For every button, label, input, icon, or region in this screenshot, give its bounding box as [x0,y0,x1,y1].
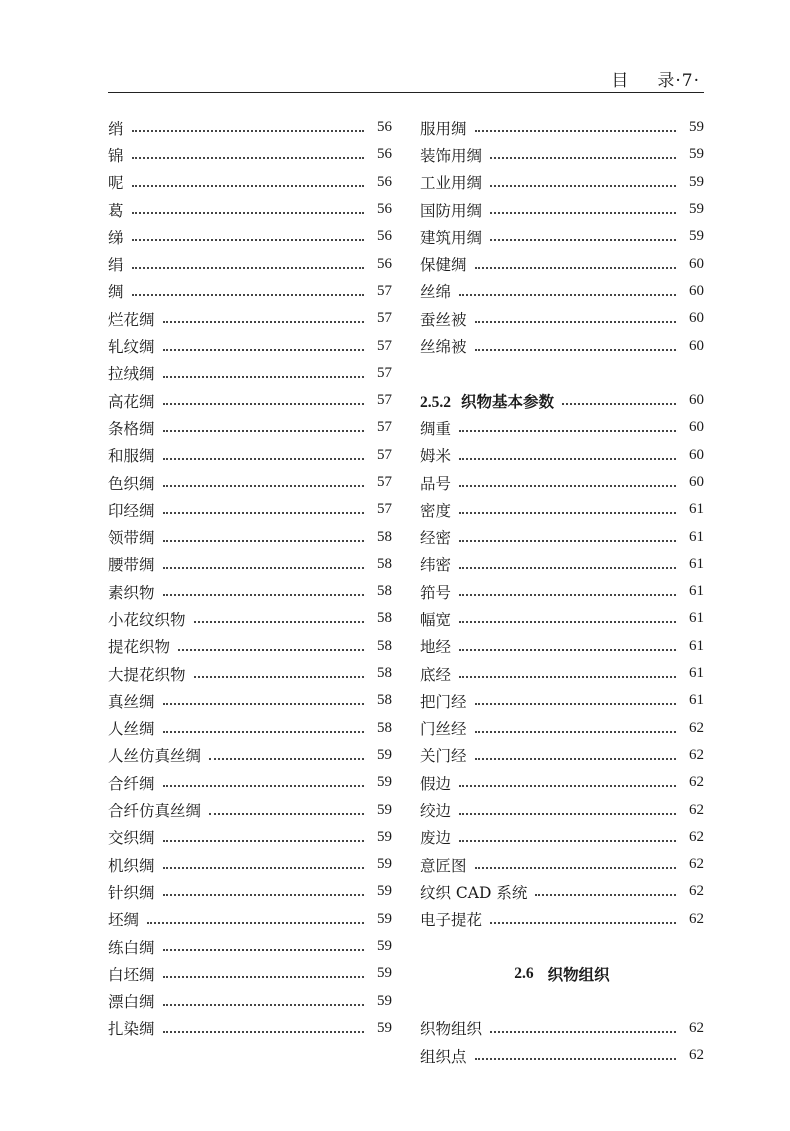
dot-leader [194,620,364,623]
toc-section-2-5-2[interactable] [420,387,704,414]
dot-leader [490,238,676,241]
toc-page: 57 [377,337,392,354]
toc-entry[interactable] [108,660,392,687]
toc-term: 地经 [420,638,452,657]
toc-entry[interactable] [108,551,392,578]
toc-entry[interactable] [420,1015,704,1042]
toc-page: 62 [689,828,704,845]
toc-term: 蚕丝被 [420,310,467,329]
toc-term: 扎染绸 [108,1020,155,1039]
toc-entry[interactable] [108,223,392,250]
toc-page: 59 [689,228,704,245]
toc-term: 白坯绸 [108,965,155,984]
toc-page: 56 [377,255,392,272]
toc-page: 57 [377,392,392,409]
toc-right-column [420,114,704,1069]
toc-page: 61 [689,501,704,518]
toc-entry[interactable] [420,715,704,742]
toc-term: 坯绸 [108,911,140,930]
toc-term: 高花绸 [108,392,155,411]
toc-term: 密度 [420,501,452,520]
toc-term: 底经 [420,665,452,684]
toc-entry[interactable] [108,523,392,550]
toc-entry[interactable] [420,141,704,168]
toc-term: 门丝经 [420,720,467,739]
toc-page: 58 [377,610,392,627]
dot-leader [163,375,364,378]
toc-entry[interactable] [108,906,392,933]
toc-entry[interactable] [420,906,704,933]
dot-leader [459,539,676,542]
toc-page: 61 [689,555,704,572]
toc-entry[interactable] [108,796,392,823]
toc-page: 56 [377,228,392,245]
toc-page: 58 [377,692,392,709]
dot-leader [490,184,676,187]
dot-leader [209,812,364,815]
toc-page: 56 [377,173,392,190]
toc-page: 61 [689,528,704,545]
section-heading-2-6 [420,960,704,987]
dot-leader [209,757,364,760]
toc-page: 60 [689,392,704,409]
header-title [611,66,700,91]
dot-leader [163,730,364,733]
toc-term: 绨 [108,228,124,247]
toc-term: 服用绸 [420,119,467,138]
dot-leader [132,129,364,132]
dot-leader [475,320,676,323]
toc-page: 62 [689,1019,704,1036]
toc-page: 59 [377,992,392,1009]
dot-leader [178,648,364,651]
toc-term: 废边 [420,829,452,848]
toc-page: 57 [377,446,392,463]
dot-leader [163,1030,364,1033]
toc-entry[interactable] [108,442,392,469]
toc-entry[interactable] [108,278,392,305]
toc-entry[interactable] [420,305,704,332]
toc-term: 葛 [108,201,124,220]
dot-leader [475,757,676,760]
toc-term: 条格绸 [108,419,155,438]
toc-entry[interactable] [420,196,704,223]
dot-leader [562,402,676,405]
toc-entry[interactable] [420,633,704,660]
toc-page: 58 [377,583,392,600]
dot-leader [163,1003,364,1006]
toc-page: 62 [689,910,704,927]
toc-page: 60 [689,419,704,436]
toc-entry[interactable] [108,1015,392,1042]
toc-term: 绞边 [420,802,452,821]
dot-leader [163,402,364,405]
toc-page: 58 [377,637,392,654]
toc-entry[interactable] [108,414,392,441]
dot-leader [459,839,676,842]
dot-leader [459,566,676,569]
dot-leader [475,702,676,705]
dot-leader [147,921,364,924]
dot-leader [163,593,364,596]
dot-leader [132,238,364,241]
dot-leader [163,539,364,542]
toc-entry[interactable] [420,769,704,796]
toc-page: 60 [689,310,704,327]
toc-term: 合纤仿真丝绸 [108,802,202,821]
toc-page: 58 [377,665,392,682]
dot-leader [163,348,364,351]
toc-page: 59 [377,883,392,900]
toc-entry[interactable] [420,605,704,632]
toc-term: 绢 [108,256,124,275]
toc-page: 61 [689,637,704,654]
toc-page: 59 [689,119,704,136]
toc-page: 62 [689,1047,704,1064]
toc-term: 锦 [108,146,124,165]
toc-term: 呢 [108,174,124,193]
dot-leader [132,266,364,269]
toc-page: 62 [689,719,704,736]
toc-term: 把门经 [420,692,467,711]
page-number: ·7· [675,71,700,91]
section-number: 2.6 [514,964,534,982]
toc-entry[interactable] [108,196,392,223]
toc-page: 59 [377,856,392,873]
toc-term: 人丝绸 [108,720,155,739]
toc-entry[interactable] [420,824,704,851]
toc-page: 62 [689,746,704,763]
toc-page: 60 [689,474,704,490]
toc-entry[interactable] [108,878,392,905]
toc-entry[interactable] [108,824,392,851]
toc-entry[interactable] [108,469,392,496]
toc-entry[interactable] [108,633,392,660]
toc-term: 合纤绸 [108,774,155,793]
toc-term: 幅宽 [420,610,452,629]
toc-term: 国防用绸 [420,201,483,220]
toc-entry[interactable] [108,332,392,359]
toc-page: 62 [689,883,704,900]
toc-page: 59 [377,938,392,955]
toc-entry[interactable] [108,305,392,332]
toc-page: 57 [377,474,392,490]
toc-term: 品号 [420,474,452,493]
toc-term: 人丝仿真丝绸 [108,747,202,766]
toc-page: 58 [377,719,392,736]
dot-leader [163,893,364,896]
section-number: 2.5.2 [420,393,451,411]
toc-entry[interactable] [108,851,392,878]
toc-page: 61 [689,583,704,600]
toc-entry[interactable] [108,687,392,714]
toc-page: 60 [689,446,704,463]
toc-page: 59 [377,828,392,845]
toc-term: 丝绵被 [420,338,467,357]
section-spacer [420,988,704,1015]
toc-term: 提花织物 [108,638,171,657]
toc-entry[interactable] [420,523,704,550]
toc-page: 60 [689,282,704,299]
dot-leader [132,211,364,214]
toc-page: 56 [377,119,392,136]
dot-leader [490,211,676,214]
header-title-char-2: 录 [657,71,676,91]
toc-page: 58 [377,555,392,572]
toc-page: 60 [689,337,704,354]
toc-term: 经密 [420,529,452,548]
toc-entry[interactable] [108,250,392,277]
toc-page: 59 [689,173,704,190]
toc-entry[interactable] [108,988,392,1015]
toc-entry[interactable] [108,769,392,796]
toc-term: 练白绸 [108,938,155,957]
toc-entry[interactable] [420,687,704,714]
toc-term: 大提花织物 [108,665,186,684]
dot-leader [475,730,676,733]
toc-page: 59 [377,1019,392,1036]
toc-entry[interactable] [420,1042,704,1069]
toc-term: 烂花绸 [108,310,155,329]
dot-leader [490,1030,676,1033]
dot-leader [459,511,676,514]
toc-entry[interactable] [108,496,392,523]
toc-term: 腰带绸 [108,556,155,575]
toc-entry[interactable] [420,114,704,141]
dot-leader [163,429,364,432]
toc-entry[interactable] [108,141,392,168]
toc-term: 针织绸 [108,883,155,902]
running-header [108,60,704,93]
toc-page: 59 [377,910,392,927]
toc-page: 62 [689,856,704,873]
toc-term: 交织绸 [108,829,155,848]
dot-leader [163,511,364,514]
dot-leader [459,648,676,651]
section-spacer [420,933,704,960]
dot-leader [163,975,364,978]
dot-leader [475,348,676,351]
toc-entry[interactable] [420,551,704,578]
toc-page: 61 [689,610,704,627]
dot-leader [132,156,364,159]
toc-page: 59 [689,201,704,218]
toc-page: 56 [377,201,392,218]
toc-term: 保健绸 [420,256,467,275]
toc-entry[interactable] [108,605,392,632]
dot-leader [163,839,364,842]
toc-term: 漂白绸 [108,993,155,1012]
toc-page: 57 [377,364,392,381]
toc-term: 机织绸 [108,856,155,875]
toc-left-column [108,114,392,1042]
toc-entry[interactable] [420,796,704,823]
section-title: 织物基本参数 [461,391,555,411]
dot-leader [459,457,676,460]
toc-term: 建筑用绸 [420,228,483,247]
toc-term: 电子提花 [420,911,483,930]
toc-page: 60 [689,255,704,272]
dot-leader [475,866,676,869]
toc-entry[interactable] [108,114,392,141]
toc-page: 61 [689,692,704,709]
dot-leader [163,484,364,487]
toc-entry[interactable] [108,169,392,196]
toc-term: 组织点 [420,1047,467,1066]
dot-leader [163,566,364,569]
toc-term: 纬密 [420,556,452,575]
toc-term: 拉绒绸 [108,365,155,384]
section-spacer [420,360,704,387]
section-title: 织物组织 [547,964,610,984]
toc-page: 56 [377,146,392,163]
toc-term: 意匠图 [420,856,467,875]
toc-entry[interactable] [420,578,704,605]
toc-term: 小花纹织物 [108,610,186,629]
toc-entry[interactable] [108,715,392,742]
toc-entry[interactable] [420,742,704,769]
toc-entry[interactable] [108,960,392,987]
toc-page: 57 [377,419,392,436]
toc-entry[interactable] [420,278,704,305]
toc-entry[interactable] [420,332,704,359]
toc-term: 轧纹绸 [108,338,155,357]
dot-leader [163,457,364,460]
toc-page: 62 [689,801,704,818]
dot-leader [194,675,364,678]
dot-leader [535,893,676,896]
toc-entry[interactable] [420,414,704,441]
toc-page: 59 [377,774,392,791]
toc-term: 和服绸 [108,447,155,466]
toc-page: 57 [377,282,392,299]
toc-entry[interactable] [420,660,704,687]
toc-page: 59 [377,965,392,982]
toc-term: 纹织 CAD 系统 [420,883,528,902]
header-title-char-1: 目 [611,71,630,91]
dot-leader [132,293,364,296]
toc-page: 57 [377,310,392,327]
dot-leader [459,812,676,815]
toc-entry[interactable] [108,360,392,387]
toc-entry[interactable] [420,469,704,496]
toc-term: 绸 [108,283,124,302]
toc-term: 关门经 [420,747,467,766]
toc-page: 61 [689,665,704,682]
dot-leader [459,293,676,296]
toc-entry[interactable] [420,223,704,250]
toc-entry[interactable] [108,933,392,960]
dot-leader [490,156,676,159]
toc-entry[interactable] [108,742,392,769]
dot-leader [163,948,364,951]
toc-term: 假边 [420,774,452,793]
dot-leader [459,593,676,596]
dot-leader [490,921,676,924]
toc-page: 58 [377,528,392,545]
toc-term: 真丝绸 [108,692,155,711]
toc-page: 59 [377,746,392,763]
toc-entry[interactable] [108,387,392,414]
toc-entry[interactable] [420,496,704,523]
toc-entry[interactable] [108,578,392,605]
dot-leader [163,784,364,787]
toc-term: 领带绸 [108,529,155,548]
dot-leader [459,784,676,787]
toc-entry[interactable] [420,878,704,905]
toc-term: 素织物 [108,583,155,602]
toc-page: 57 [377,501,392,518]
toc-term: 印经绸 [108,501,155,520]
toc-term: 色织绸 [108,474,155,493]
toc-term: 织物组织 [420,1020,483,1039]
toc-term: 工业用绸 [420,174,483,193]
toc-term: 筘号 [420,583,452,602]
dot-leader [163,866,364,869]
toc-term: 装饰用绸 [420,146,483,165]
toc-entry[interactable] [420,250,704,277]
dot-leader [459,429,676,432]
dot-leader [475,1057,676,1060]
toc-page: 59 [689,146,704,163]
dot-leader [163,320,364,323]
dot-leader [459,675,676,678]
dot-leader [459,484,676,487]
dot-leader [132,184,364,187]
dot-leader [475,129,676,132]
toc-entry[interactable] [420,169,704,196]
dot-leader [459,620,676,623]
toc-term: 丝绵 [420,283,452,302]
toc-entry[interactable] [420,851,704,878]
toc-page: 59 [377,801,392,818]
toc-term: 绸重 [420,419,452,438]
dot-leader [475,266,676,269]
toc-page: 62 [689,774,704,791]
toc-entry[interactable] [420,442,704,469]
dot-leader [163,702,364,705]
toc-term: 姆米 [420,447,452,466]
toc-term: 绡 [108,119,124,138]
